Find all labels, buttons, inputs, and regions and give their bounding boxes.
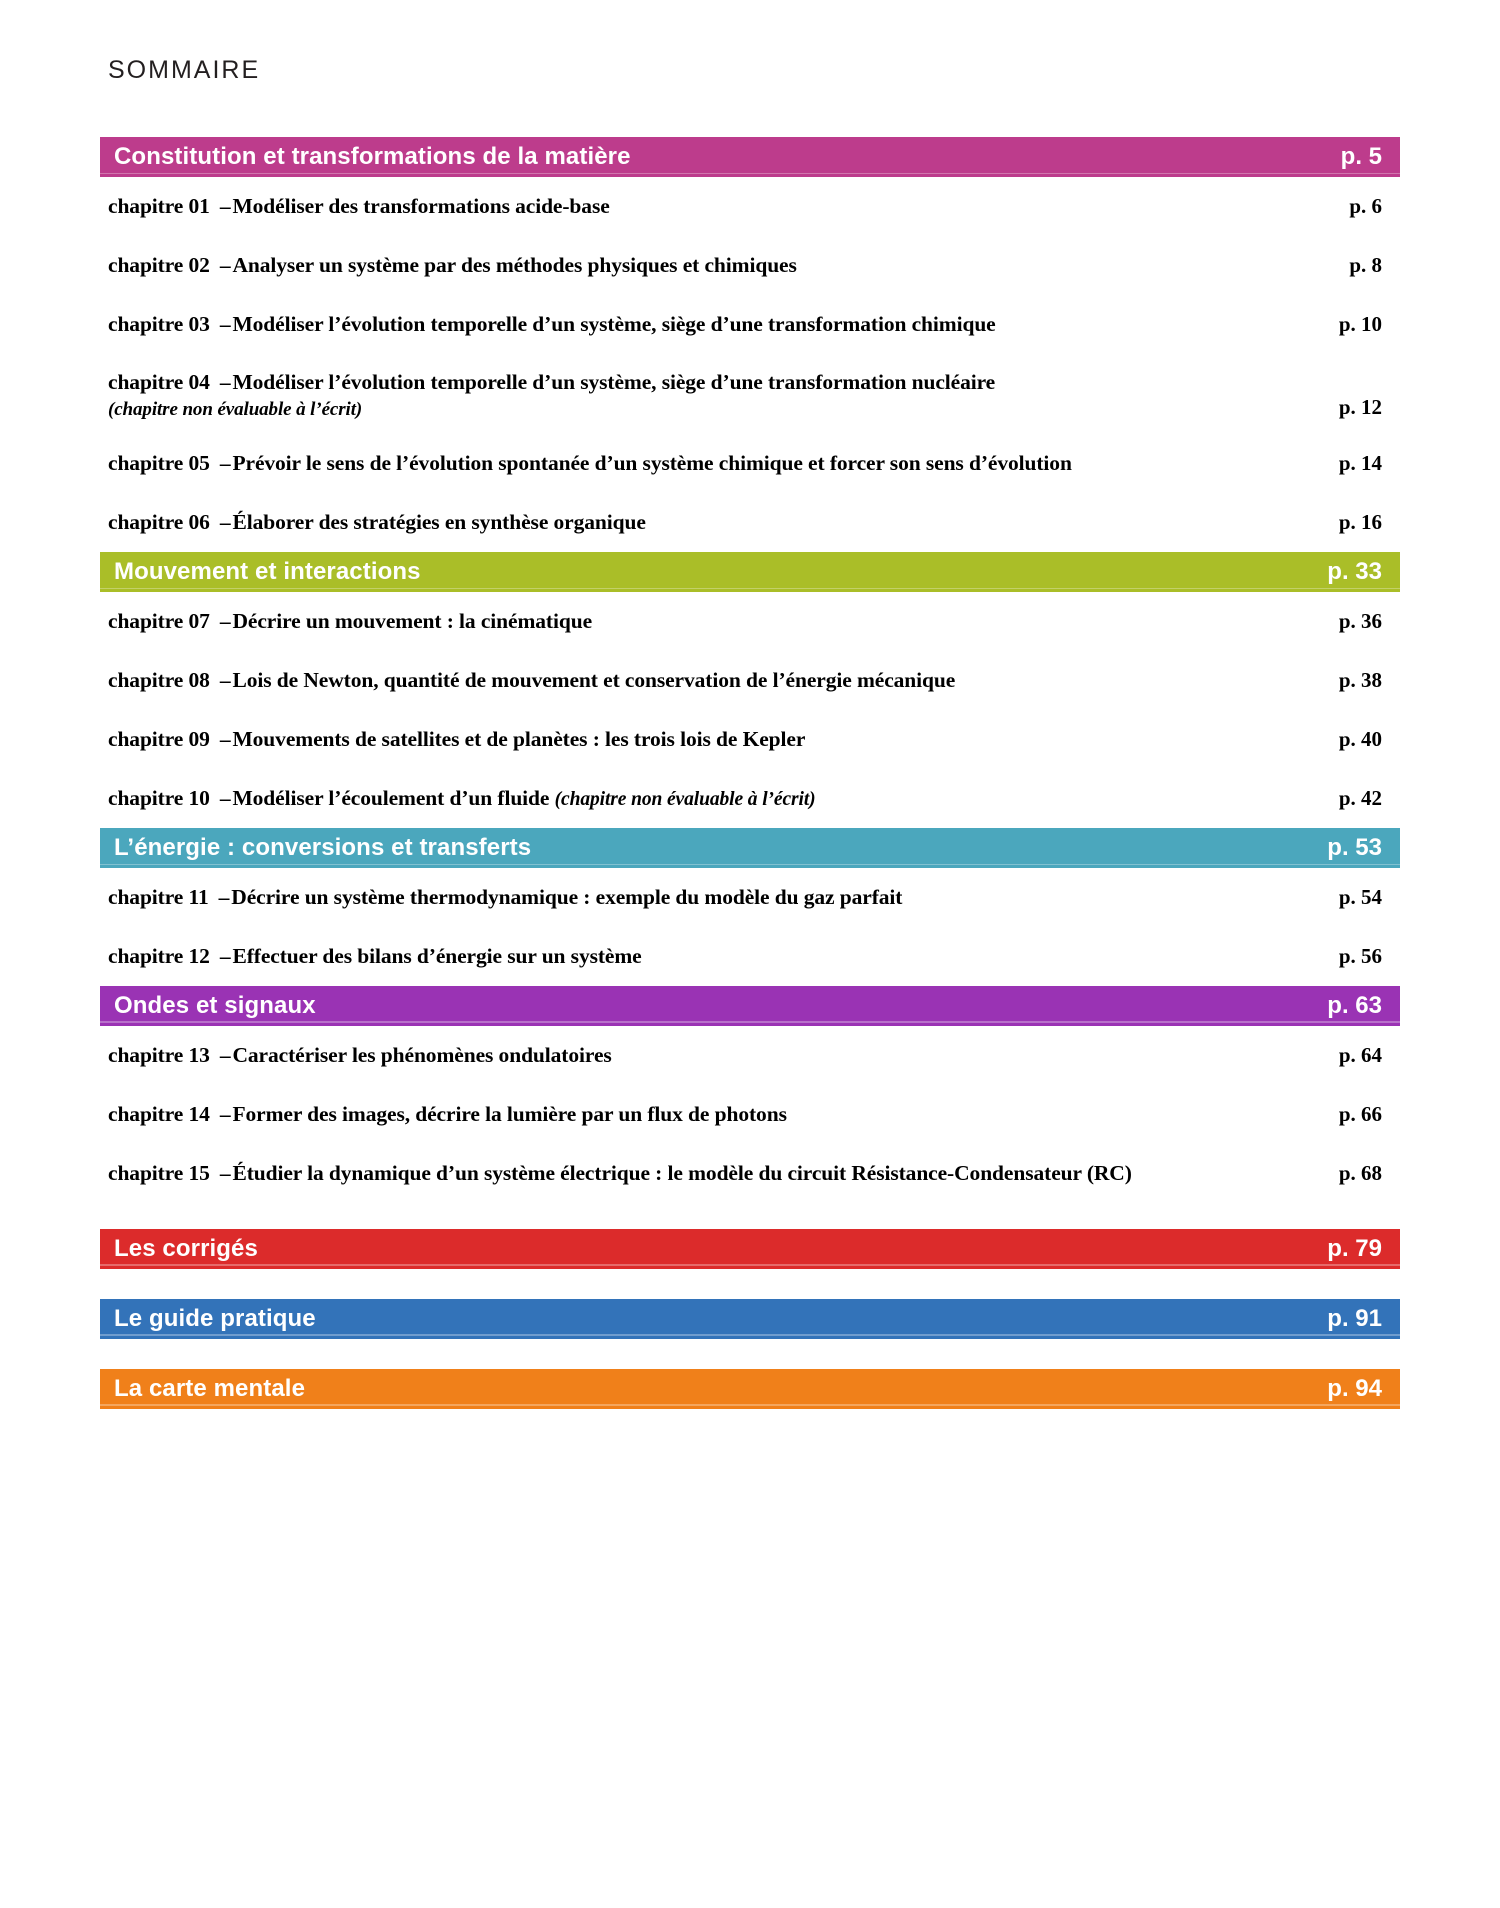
- spacer: [100, 1203, 1400, 1229]
- chapter-text: [108, 884, 1320, 912]
- standalone-corriges-band-title: Les corrigés: [114, 1234, 258, 1262]
- spacer: [100, 1269, 1400, 1299]
- chapter-title: Analyser un système par des méthodes physiques et chimiques: [232, 252, 797, 277]
- chapter-text: [108, 1160, 1320, 1188]
- chapter-page-number: p. 10: [1338, 311, 1382, 336]
- section-energie-band-page: p. 53: [1327, 834, 1382, 862]
- chapter-text: [108, 193, 1320, 221]
- chapter-text: [108, 450, 1320, 478]
- chapter-row[interactable]: [100, 177, 1400, 236]
- chapter-dash: –: [218, 885, 230, 910]
- chapter-dash: –: [219, 668, 231, 693]
- chapter-row[interactable]: [100, 1144, 1400, 1203]
- section-ondes-band-page: p. 63: [1327, 991, 1382, 1019]
- chapter-row[interactable]: [100, 236, 1400, 295]
- chapter-row[interactable]: [100, 651, 1400, 710]
- chapter-title: Former des images, décrire la lumière par un flux de photons: [232, 1101, 787, 1126]
- chapter-number: chapitre 11: [108, 885, 209, 910]
- chapter-number: chapitre 02: [108, 252, 210, 277]
- chapter-dash: –: [219, 194, 231, 218]
- chapter-dash: –: [219, 451, 231, 476]
- chapter-dash: –: [219, 1160, 231, 1185]
- chapter-number: chapitre 06: [108, 510, 210, 535]
- chapter-row[interactable]: [100, 354, 1400, 435]
- chapter-text: [108, 1042, 1320, 1070]
- chapter-row[interactable]: [100, 493, 1400, 552]
- chapter-row[interactable]: [100, 1026, 1400, 1085]
- chapter-number: chapitre 07: [108, 609, 210, 634]
- standalone-guide-band-title: Le guide pratique: [114, 1304, 316, 1332]
- content-column: [100, 58, 1400, 1409]
- chapter-page-number: p. 68: [1338, 1160, 1382, 1185]
- chapter-title: Décrire un système thermodynamique : exemple du modèle du gaz parfait: [231, 885, 903, 910]
- chapter-dash: –: [219, 311, 231, 336]
- page-title: SOMMAIRE: [108, 56, 261, 84]
- standalone-corriges-band[interactable]: [100, 1229, 1400, 1269]
- chapter-page-number: p. 56: [1338, 944, 1382, 968]
- chapter-number: chapitre 01: [108, 194, 210, 218]
- chapter-title: Modéliser l’écoulement d’un fluide: [232, 786, 550, 811]
- chapter-number: chapitre 08: [108, 668, 210, 693]
- chapter-list-energie: [100, 868, 1400, 986]
- chapter-page-number: p. 54: [1338, 885, 1382, 910]
- chapter-title: Lois de Newton, quantité de mouvement et conservation de l’énergie mécanique: [232, 668, 956, 693]
- chapter-title: Modéliser l’évolution temporelle d’un système, siège d’une transformation nucléaire: [232, 369, 996, 394]
- standalone-carte-band-title: La carte mentale: [114, 1374, 306, 1402]
- spacer: [100, 1339, 1400, 1369]
- chapter-row[interactable]: [100, 295, 1400, 354]
- chapter-title: Élaborer des stratégies en synthèse organique: [232, 510, 646, 535]
- sections-container: [100, 137, 1400, 1203]
- chapter-number: chapitre 13: [108, 1042, 210, 1067]
- chapter-number: chapitre 10: [108, 786, 210, 811]
- chapter-page-number: p. 40: [1338, 727, 1382, 752]
- chapter-title: Modéliser l’évolution temporelle d’un système, siège d’une transformation chimique: [232, 311, 996, 336]
- chapter-list-ondes: [100, 1026, 1400, 1203]
- chapter-note: (chapitre non évaluable à l’écrit): [108, 398, 363, 420]
- chapter-dash: –: [219, 369, 231, 394]
- chapter-row[interactable]: [100, 927, 1400, 986]
- standalone-carte-band[interactable]: [100, 1369, 1400, 1409]
- chapter-row[interactable]: [100, 769, 1400, 828]
- chapter-dash: –: [219, 1042, 231, 1067]
- section-ondes-band[interactable]: [100, 986, 1400, 1026]
- chapter-text: [108, 726, 1320, 754]
- chapter-text: [108, 608, 1320, 636]
- section-mouvement-band-title: Mouvement et interactions: [114, 558, 421, 586]
- chapter-page-number: p. 36: [1338, 609, 1382, 634]
- chapter-number: chapitre 14: [108, 1101, 210, 1126]
- chapter-number: chapitre 05: [108, 451, 210, 476]
- chapter-dash: –: [219, 786, 231, 811]
- chapter-title: Modéliser des transformations acide-base: [232, 194, 610, 218]
- chapter-title: Étudier la dynamique d’un système électrique : le modèle du circuit Résistance-Condensateur (RC): [232, 1160, 1132, 1185]
- standalone-guide-band[interactable]: [100, 1299, 1400, 1339]
- standalone-corriges-band-page: p. 79: [1327, 1234, 1382, 1262]
- standalone-guide-band-page: p. 91: [1327, 1304, 1382, 1332]
- chapter-page-number: p. 12: [1338, 395, 1382, 420]
- chapter-number: chapitre 12: [108, 944, 210, 968]
- chapter-title: Prévoir le sens de l’évolution spontanée d’un système chimique et forcer son sens d’évolution: [232, 451, 1072, 476]
- chapter-page-number: p. 6: [1349, 194, 1382, 218]
- chapter-page-number: p. 14: [1338, 451, 1382, 476]
- chapter-note: (chapitre non évaluable à l’écrit): [554, 789, 816, 811]
- chapter-dash: –: [219, 727, 231, 752]
- section-mouvement-band[interactable]: [100, 552, 1400, 592]
- chapter-dash: –: [219, 510, 231, 535]
- chapter-page-number: p. 66: [1338, 1101, 1382, 1126]
- chapter-page-number: p. 8: [1349, 252, 1382, 277]
- section-mouvement-band-page: p. 33: [1327, 558, 1382, 586]
- chapter-title: Décrire un mouvement : la cinématique: [232, 609, 593, 634]
- chapter-number: chapitre 04: [108, 369, 210, 394]
- chapter-title: Effectuer des bilans d’énergie sur un système: [232, 944, 642, 968]
- chapter-page-number: p. 42: [1338, 786, 1382, 811]
- chapter-row[interactable]: [100, 868, 1400, 927]
- chapter-row[interactable]: [100, 434, 1400, 493]
- chapter-number: chapitre 15: [108, 1160, 210, 1185]
- chapter-dash: –: [219, 944, 231, 968]
- section-constitution-band-page: p. 5: [1340, 143, 1382, 170]
- chapter-text: [108, 785, 1320, 813]
- chapter-row[interactable]: [100, 592, 1400, 651]
- section-constitution-band-title: Constitution et transformations de la matière: [114, 143, 631, 170]
- chapter-row[interactable]: [100, 1085, 1400, 1144]
- chapter-list-mouvement: [100, 592, 1400, 828]
- chapter-title: Mouvements de satellites et de planètes : les trois lois de Kepler: [232, 727, 806, 752]
- chapter-text: [108, 509, 1320, 537]
- chapter-page-number: p. 38: [1338, 668, 1382, 693]
- chapter-number: chapitre 03: [108, 311, 210, 336]
- chapter-dash: –: [219, 252, 231, 277]
- chapter-page-number: p. 16: [1338, 510, 1382, 535]
- chapter-page-number: p. 64: [1338, 1042, 1382, 1067]
- chapter-list-constitution: [100, 177, 1400, 552]
- standalone-bands-container: [100, 1203, 1400, 1409]
- chapter-dash: –: [219, 1101, 231, 1126]
- chapter-text: [108, 943, 1320, 971]
- chapter-dash: –: [219, 609, 231, 634]
- chapter-row[interactable]: [100, 710, 1400, 769]
- section-ondes-band-title: Ondes et signaux: [114, 991, 316, 1019]
- chapter-title: Caractériser les phénomènes ondulatoires: [232, 1042, 612, 1067]
- chapter-text: [108, 252, 1320, 280]
- standalone-carte-band-page: p. 94: [1327, 1374, 1382, 1402]
- chapter-text: [108, 311, 1320, 339]
- section-energie-band-title: L’énergie : conversions et transferts: [114, 834, 532, 862]
- chapter-number: chapitre 09: [108, 727, 210, 752]
- chapter-text: [108, 667, 1320, 695]
- section-energie-band[interactable]: [100, 828, 1400, 868]
- chapter-text: [108, 1101, 1320, 1129]
- section-constitution-band[interactable]: [100, 137, 1400, 177]
- chapter-text: [108, 369, 1320, 423]
